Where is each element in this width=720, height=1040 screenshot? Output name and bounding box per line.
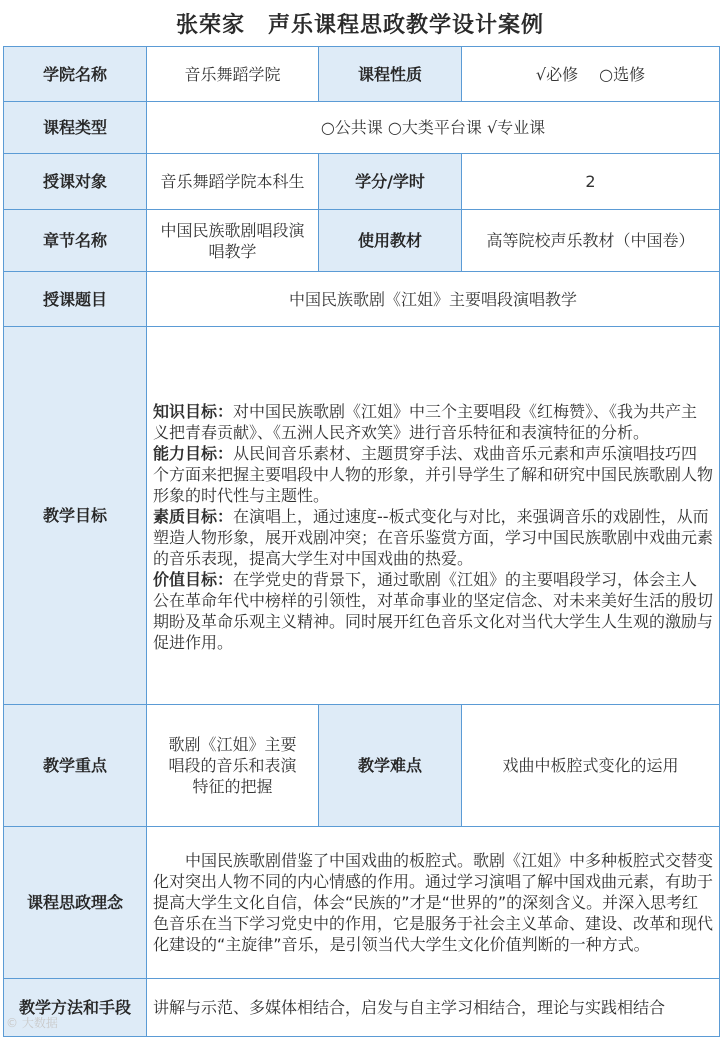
row-ideology — [4, 827, 720, 979]
label-chapter: 章节名称 — [4, 210, 147, 272]
objective-knowledge-text: 对中国民族歌剧《江姐》中三个主要唱段《红梅赞》、《我为共产主义把青春贡献》、《五洲人民齐欢笑》进行音乐特征和表演特征的分析。 — [153, 401, 698, 442]
course-design-table — [3, 46, 720, 1037]
label-audience: 授课对象 — [4, 154, 147, 210]
value-credits: 2 — [462, 154, 720, 210]
objective-quality-head: 素质目标： — [153, 506, 234, 526]
objective-value — [153, 569, 713, 653]
document-title: 张荣家 声乐课程思政教学设计案例 — [175, 12, 544, 38]
objective-ability-text: 从民间音乐素材、主题贯穿手法、戏曲音乐元素和声乐演唱技巧四个方面来把握主要唱段中人物的形象，并引导学生了解和研究中国民族歌剧人物形象的时代性与主题性。 — [153, 443, 714, 505]
value-topic: 中国民族歌剧《江姐》主要唱段演唱教学 — [147, 272, 720, 327]
label-college: 学院名称 — [4, 47, 147, 102]
row-topic — [4, 272, 720, 327]
row-chapter — [4, 210, 720, 272]
ideology-content — [147, 827, 720, 979]
label-ideology: 课程思政理念 — [4, 827, 147, 979]
label-difficulties: 教学难点 — [319, 705, 462, 827]
row-course-type — [4, 102, 720, 154]
objectives-content — [147, 327, 720, 705]
objective-knowledge-head: 知识目标： — [153, 401, 234, 421]
value-course-type: ○公共课 ○大类平台课 √专业课 — [147, 102, 720, 154]
label-methods: 教学方法和手段 — [4, 979, 147, 1037]
objective-quality — [153, 506, 713, 569]
row-objectives — [4, 327, 720, 705]
ideology-text: 中国民族歌剧借鉴了中国戏曲的板腔式。歌剧《江姐》中多种板腔式交替变化对突出人物不同的内心情感的作用。通过学习演唱了解中国戏曲元素，有助于提高大学生文化自信，体会“民族的”才是“世界的”的深刻含义。并深入思考红色音乐在当下学习党史中的作用，它是服务于社会主义革命、建设、改革和现代化建设的“主旋律”音乐，是引领当代大学生文化价值判断的一种方式。 — [153, 851, 714, 954]
label-textbook: 使用教材 — [319, 210, 462, 272]
objective-ability — [153, 443, 713, 506]
label-credits: 学分/学时 — [319, 154, 462, 210]
value-college: 音乐舞蹈学院 — [147, 47, 319, 102]
label-course-nature: 课程性质 — [319, 47, 462, 102]
value-chapter: 中国民族歌剧唱段演唱教学 — [147, 210, 319, 272]
objective-value-head: 价值目标： — [153, 569, 234, 589]
label-objectives: 教学目标 — [4, 327, 147, 705]
row-key-points — [4, 705, 720, 827]
objective-ability-head: 能力目标： — [153, 443, 234, 463]
objective-knowledge — [153, 401, 713, 443]
objective-quality-text: 在演唱上，通过速度--板式变化与对比，来强调音乐的戏剧性，从而塑造人物形象，展开戏剧冲突；在音乐鉴赏方面，学习中国民族歌剧中戏曲元素的音乐表现，提高大学生对中国戏曲的热爱。 — [153, 506, 714, 568]
row-methods — [4, 979, 720, 1037]
value-methods: 讲解与示范、多媒体相结合，启发与自主学习相结合，理论与实践相结合 — [147, 979, 720, 1037]
label-topic: 授课题目 — [4, 272, 147, 327]
row-college — [4, 47, 720, 102]
watermark-text: © 大数据 — [6, 1016, 58, 1030]
label-course-type: 课程类型 — [4, 102, 147, 154]
value-difficulties: 戏曲中板腔式变化的运用 — [462, 705, 720, 827]
objective-value-text: 在学党史的背景下，通过歌剧《江姐》的主要唱段学习，体会主人公在革命年代中榜样的引领性，对革命事业的坚定信念、对未来美好生活的殷切期盼及革命乐观主义精神。同时展开红色音乐文化对当代大学生人生观的激励与促进作用。 — [153, 569, 714, 652]
row-audience — [4, 154, 720, 210]
value-textbook: 高等院校声乐教材（中国卷） — [462, 210, 720, 272]
value-audience: 音乐舞蹈学院本科生 — [147, 154, 319, 210]
label-key-points: 教学重点 — [4, 705, 147, 827]
value-key-points: 歌剧《江姐》主要唱段的音乐和表演特征的把握 — [147, 705, 319, 827]
value-course-nature: √必修 ○选修 — [462, 47, 720, 102]
